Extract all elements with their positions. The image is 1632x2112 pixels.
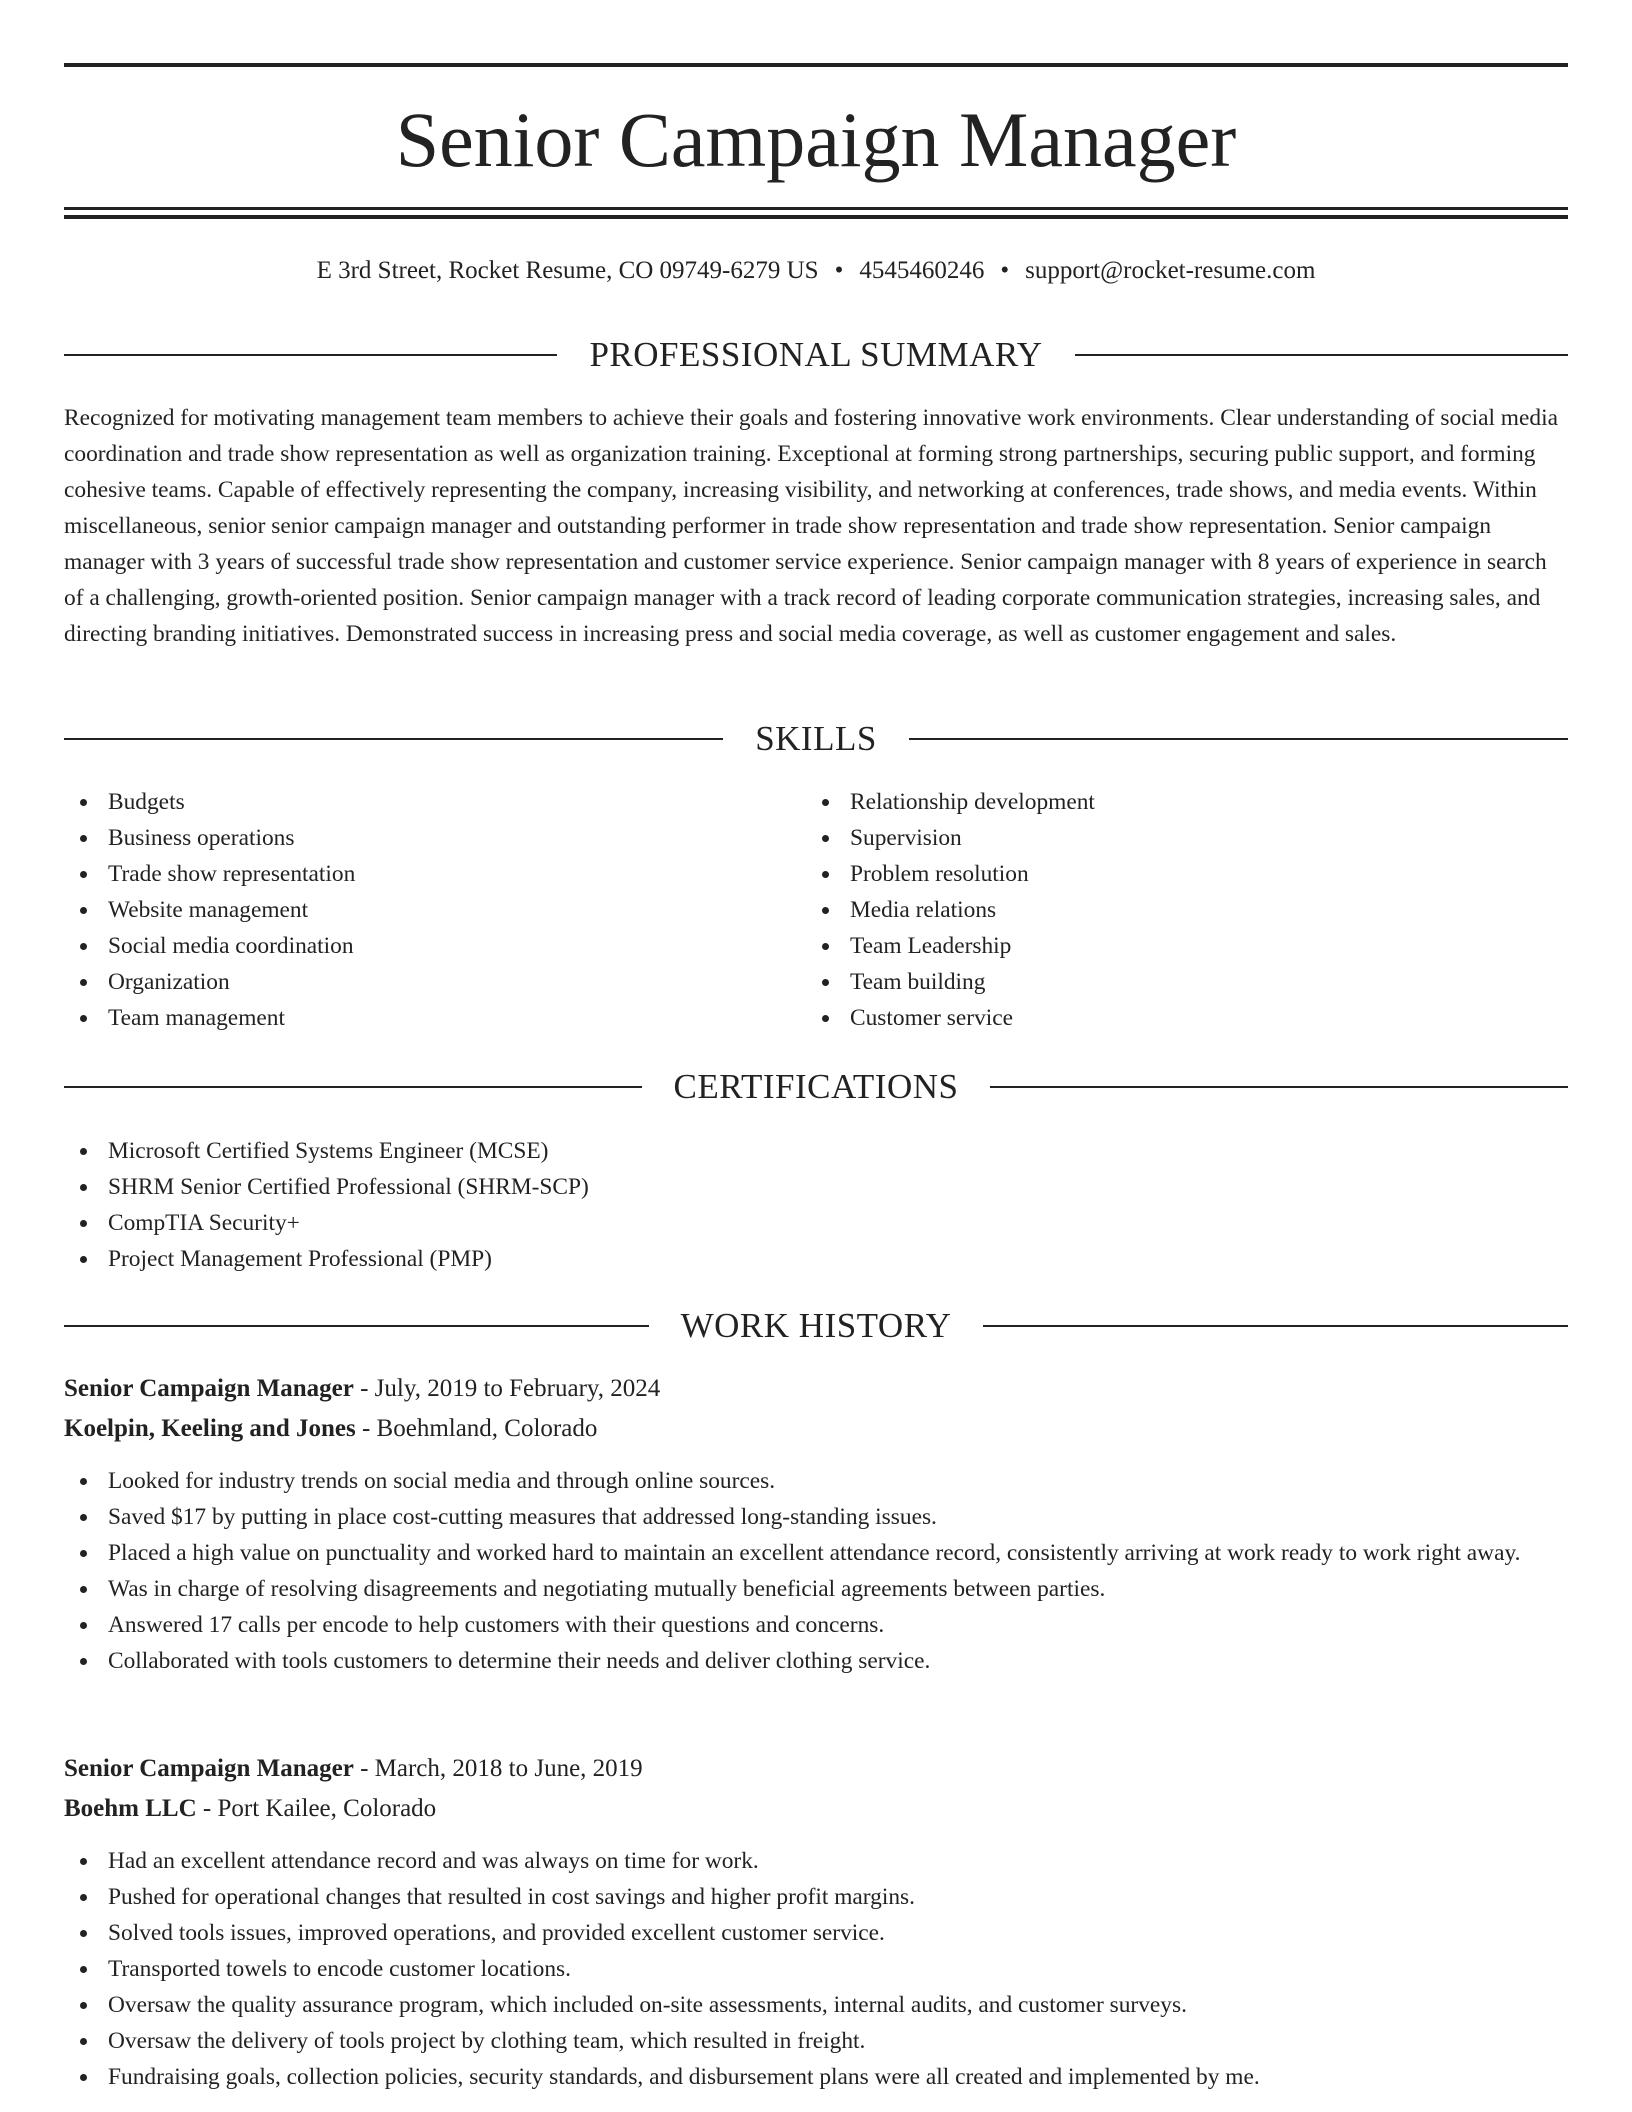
certification-item: Project Management Professional (PMP) — [64, 1241, 1568, 1277]
skills-list-right — [806, 784, 1546, 1036]
skill-item: Organization — [64, 964, 804, 1000]
skills-section-header — [64, 716, 1568, 762]
skill-item: Website management — [64, 892, 804, 928]
job-dates: - March, 2018 to June, 2019 — [353, 1755, 643, 1782]
job-bullets — [64, 1463, 1568, 1679]
skill-item: Trade show representation — [64, 856, 804, 892]
job-bullet: Solved tools issues, improved operations, and provided excellent customer service. — [64, 1915, 1568, 1951]
job-company-line — [64, 1789, 1568, 1829]
job-dates: - July, 2019 to February, 2024 — [353, 1375, 661, 1402]
job-title: Senior Campaign Manager — [64, 1755, 354, 1782]
job-location: - Port Kailee, Colorado — [196, 1795, 437, 1822]
section-rule-left — [64, 1325, 649, 1327]
summary-section-header — [64, 332, 1568, 378]
certifications-section-header — [64, 1064, 1568, 1110]
skill-item: Team building — [806, 964, 1546, 1000]
skill-item: Team management — [64, 1000, 804, 1036]
skill-item: Relationship development — [806, 784, 1546, 820]
resume-title: Senior Campaign Manager — [395, 96, 1237, 183]
skill-item: Budgets — [64, 784, 804, 820]
work-history-section-header — [64, 1303, 1568, 1349]
certification-item: SHRM Senior Certified Professional (SHRM-SCP) — [64, 1169, 1568, 1205]
job-location: - Boehmland, Colorado — [355, 1415, 598, 1442]
summary-heading: PROFESSIONAL SUMMARY — [589, 335, 1043, 374]
skill-item: Media relations — [806, 892, 1546, 928]
contact-address: E 3rd Street, Rocket Resume, CO 09749-6279 US — [316, 257, 819, 284]
job-title-line — [64, 1369, 1568, 1409]
skill-item: Social media coordination — [64, 928, 804, 964]
job-company: Boehm LLC — [64, 1795, 197, 1822]
job-bullet: Looked for industry trends on social media and through online sources. — [64, 1463, 1568, 1499]
skills-heading: SKILLS — [755, 719, 877, 758]
title-rule-upper — [64, 207, 1568, 210]
job-bullet: Answered 17 calls per encode to help customers with their questions and concerns. — [64, 1607, 1568, 1643]
contact-separator: • — [834, 257, 844, 284]
contact-phone: 4545460246 — [859, 257, 985, 284]
job-title: Senior Campaign Manager — [64, 1375, 354, 1402]
skill-item: Supervision — [806, 820, 1546, 856]
job-title-line — [64, 1749, 1568, 1789]
job-bullet: Had an excellent attendance record and was always on time for work. — [64, 1843, 1568, 1879]
certifications-list — [64, 1133, 1568, 1277]
section-rule-left — [64, 354, 557, 356]
job-bullet: Collaborated with tools customers to determine their needs and deliver clothing service. — [64, 1643, 1568, 1679]
skill-item: Customer service — [806, 1000, 1546, 1036]
skill-item: Business operations — [64, 820, 804, 856]
section-rule-right — [1075, 354, 1568, 356]
contact-email: support@rocket-resume.com — [1025, 257, 1316, 284]
job-bullet: Saved $17 by putting in place cost-cutting measures that addressed long-standing issues. — [64, 1499, 1568, 1535]
contact-separator: • — [1000, 257, 1010, 284]
title-rule-lower — [64, 215, 1568, 219]
job-bullet: Oversaw the delivery of tools project by clothing team, which resulted in freight. — [64, 2023, 1568, 2059]
certification-item: Microsoft Certified Systems Engineer (MCSE) — [64, 1133, 1568, 1169]
top-rule — [64, 63, 1568, 67]
job-bullet: Transported towels to encode customer locations. — [64, 1951, 1568, 1987]
section-rule-left — [64, 1086, 642, 1088]
job-bullet: Oversaw the quality assurance program, which included on-site assessments, internal audits, and customer surveys. — [64, 1987, 1568, 2023]
work-history-heading: WORK HISTORY — [680, 1306, 952, 1345]
skill-item: Problem resolution — [806, 856, 1546, 892]
certification-item: CompTIA Security+ — [64, 1205, 1568, 1241]
job-bullet: Placed a high value on punctuality and worked hard to maintain an excellent attendance record, consistently arriving at work ready to work right away. — [64, 1535, 1568, 1571]
summary-text: Recognized for motivating management team members to achieve their goals and fostering innovative work environments. Clear understanding of social media coordination and trade show representation as well as organization training. Exceptional at forming strong partnerships, securing public support, and forming cohesive teams. Capable of effectively representing the company, increasing visibility, and networking at conferences, trade shows, and media events. Within miscellaneous, senior senior campaign manager and outstanding performer in trade show representation and trade show representation. Senior campaign manager with 3 years of successful trade show representation and customer service experience. Senior campaign manager with 8 years of experience in search of a challenging, growth-oriented position. Senior campaign manager with a track record of leading corporate communication strategies, increasing sales, and directing branding initiatives. Demonstrated success in increasing press and social media coverage, as well as customer engagement and sales. — [64, 405, 1558, 647]
section-rule-right — [909, 738, 1568, 740]
job-company: Koelpin, Keeling and Jones — [64, 1415, 356, 1442]
job-bullet: Fundraising goals, collection policies, security standards, and disbursement plans were all created and implemented by me. — [64, 2059, 1568, 2095]
section-rule-right — [983, 1325, 1568, 1327]
certifications-heading: CERTIFICATIONS — [673, 1067, 959, 1106]
section-rule-left — [64, 738, 723, 740]
job-bullets — [64, 1843, 1568, 2095]
job-bullet: Pushed for operational changes that resulted in cost savings and higher profit margins. — [64, 1879, 1568, 1915]
job-bullet: Was in charge of resolving disagreements and negotiating mutually beneficial agreements between parties. — [64, 1571, 1568, 1607]
section-rule-right — [990, 1086, 1568, 1088]
skill-item: Team Leadership — [806, 928, 1546, 964]
job-company-line — [64, 1409, 1568, 1449]
skills-list-left — [64, 784, 804, 1036]
contact-line — [64, 254, 1568, 288]
